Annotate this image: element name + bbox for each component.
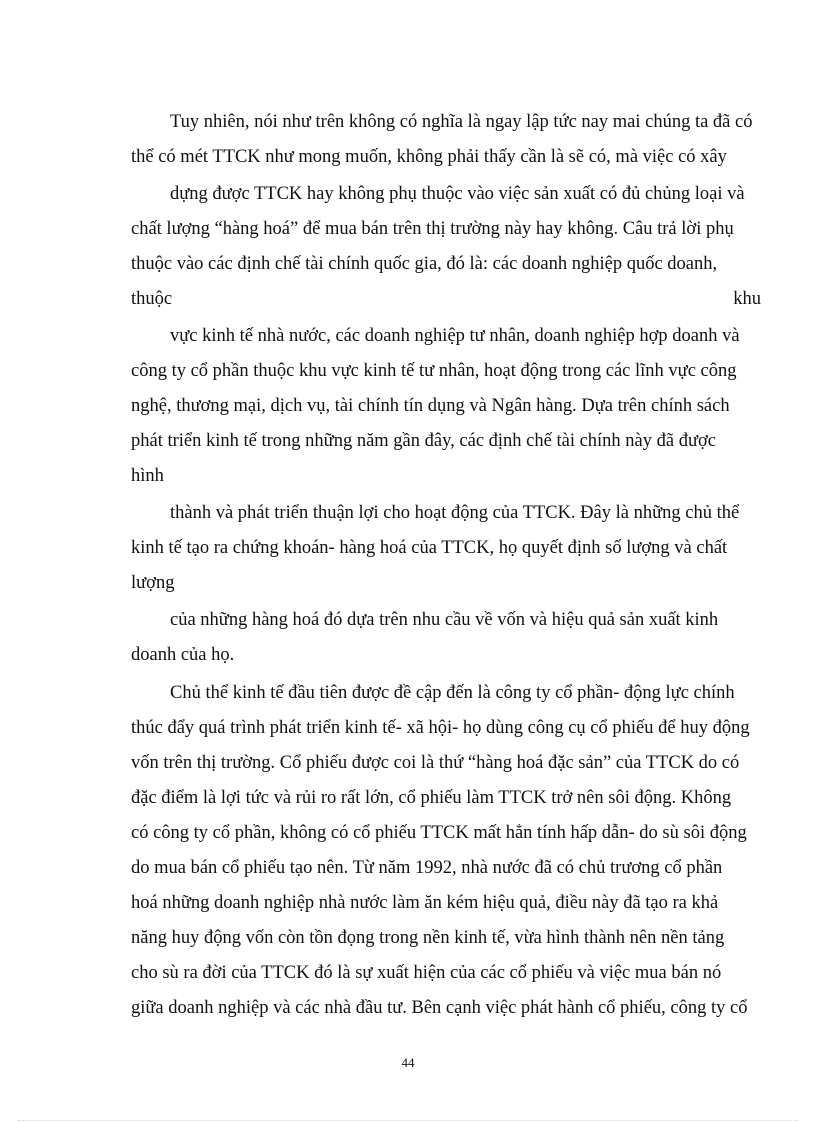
- text-line-1: Tuy nhiên, nói như trên không có nghĩa là ngay lập tức nay mai chúng ta đã có: [170, 112, 753, 132]
- text-line-21: có công ty cổ phần, không có cổ phiếu TTCK mất hẳn tính hấp dẫn- do sù sôi động: [131, 823, 747, 843]
- text-line-14: lượng: [131, 573, 175, 593]
- text-line-25: cho sù ra đời của TTCK đó là sự xuất hiện của các cổ phiếu và việc mua bán nó: [131, 963, 722, 983]
- text-line-9: nghệ, thương mại, dịch vụ, tài chính tín dụng và Ngân hàng. Dựa trên chính sách: [131, 396, 730, 416]
- text-line-3: dựng được TTCK hay không phụ thuộc vào việc sản xuất có đủ chủng loại và: [170, 184, 745, 204]
- text-line-12: thành và phát triển thuận lợi cho hoạt động của TTCK. Đây là những chủ thể: [170, 503, 740, 523]
- text-line-19: vốn trên thị trường. Cổ phiếu được coi là thứ “hàng hoá đặc sản” của TTCK do có: [131, 753, 740, 773]
- text-line-11: hình: [131, 466, 164, 486]
- page-number: 44: [401, 1055, 415, 1070]
- text-line-13: kinh tế tạo ra chứng khoán- hàng hoá của TTCK, họ quyết định số lượng và chất: [131, 538, 728, 558]
- text-line-17: Chủ thể kinh tế đầu tiên được đề cập đến là công ty cổ phần- động lực chính: [170, 683, 735, 703]
- page-bottom-divider: [18, 1120, 798, 1121]
- text-line-8: công ty cổ phần thuộc khu vực kinh tế tư nhân, hoạt động trong các lĩnh vực công: [131, 361, 737, 381]
- text-line-20: đặc điểm là lợi tức và rủi ro rất lớn, cổ phiếu làm TTCK trở nên sôi động. Không: [131, 788, 732, 808]
- text-line-10: phát triển kinh tế trong những năm gần đây, các định chế tài chính này đã được: [131, 431, 716, 451]
- text-line-24: năng huy động vốn còn tồn đọng trong nền kinh tế, vừa hình thành nên nền tảng: [131, 928, 725, 948]
- text-line-7: vực kinh tế nhà nước, các doanh nghiệp tư nhân, doanh nghiệp hợp doanh và: [170, 326, 740, 346]
- text-line-26: giữa doanh nghiệp và các nhà đầu tư. Bên cạnh việc phát hành cổ phiếu, công ty cổ: [131, 998, 748, 1018]
- text-line-6: thuộc khu: [131, 289, 761, 309]
- text-line-18: thúc đẩy quá trình phát triển kinh tế- xã hội- họ dùng công cụ cổ phiếu để huy động: [131, 718, 750, 738]
- text-line-23: hoá những doanh nghiệp nhà nước làm ăn kém hiệu quả, điều này đã tạo ra khả: [131, 893, 719, 913]
- text-line-22: do mua bán cổ phiếu tạo nên. Từ năm 1992, nhà nước đã có chủ trương cổ phần: [131, 858, 723, 878]
- text-line-2: thể có mét TTCK như mong muốn, không phải thấy cần là sẽ có, mà việc có xây: [131, 147, 727, 167]
- text-line-4: chất lượng “hàng hoá” để mua bán trên thị trường này hay không. Câu trả lời phụ: [131, 219, 734, 239]
- text-line-16: doanh của họ.: [131, 645, 235, 665]
- text-line-15: của những hàng hoá đó dựa trên nhu cầu về vốn và hiệu quả sản xuất kinh: [170, 610, 719, 630]
- text-line-5: thuộc vào các định chế tài chính quốc gia, đó là: các doanh nghiệp quốc doanh,: [131, 254, 718, 274]
